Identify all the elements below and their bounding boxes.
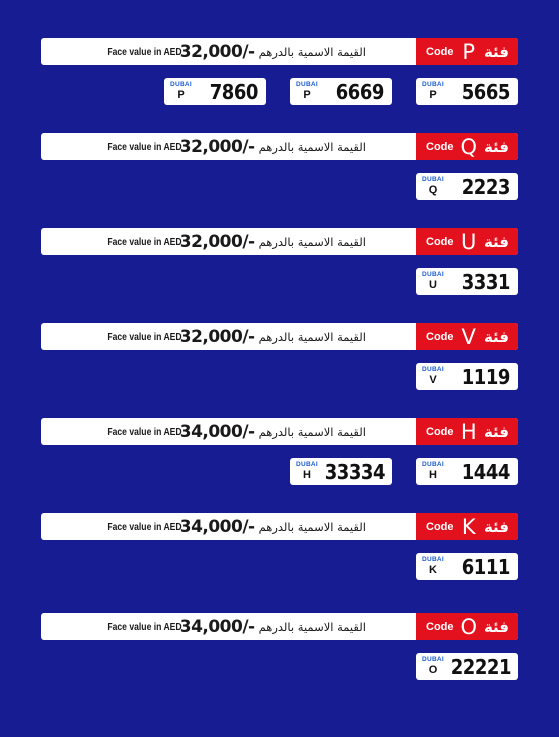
face-value-label-en: Face value in AED	[107, 330, 182, 343]
number-plate[interactable]	[164, 78, 266, 105]
plate-category-o	[41, 613, 518, 680]
plate-category-u	[41, 228, 518, 295]
plate-list	[41, 268, 518, 295]
number-plate[interactable]	[416, 458, 518, 485]
face-value-label-ar: القيمة الاسمية بالدرهم	[258, 519, 366, 534]
dubai-logo: DUBAI	[421, 81, 445, 89]
face-value	[41, 513, 416, 540]
face-value-label-ar: القيمة الاسمية بالدرهم	[258, 619, 366, 634]
code-label-en: Code	[426, 620, 454, 633]
plate-category-k	[41, 513, 518, 580]
plate-category-q	[41, 133, 518, 200]
dubai-logo: DUBAI	[421, 176, 445, 184]
category-header	[41, 228, 518, 255]
plate-letter: P	[429, 88, 437, 101]
code-label-ar: فئة	[483, 232, 509, 251]
plate-category-h	[41, 418, 518, 485]
plate-letter: H	[303, 468, 311, 481]
category-header	[41, 418, 518, 445]
code-badge	[416, 228, 518, 255]
face-value	[41, 228, 416, 255]
number-plate[interactable]	[416, 173, 518, 200]
code-label-en: Code	[426, 425, 454, 438]
dubai-logo: DUBAI	[169, 81, 193, 89]
face-value-label-ar: القيمة الاسمية بالدرهم	[258, 234, 366, 249]
code-badge	[416, 513, 518, 540]
number-plate[interactable]	[416, 653, 518, 680]
dubai-logo: DUBAI	[295, 461, 319, 469]
face-value-label-en: Face value in AED	[107, 45, 182, 58]
plate-letter: U	[429, 278, 437, 291]
code-label-en: Code	[426, 140, 454, 153]
face-value	[41, 133, 416, 160]
code-letter: P	[462, 39, 476, 64]
code-badge	[416, 133, 518, 160]
plate-letter: K	[429, 563, 437, 576]
face-value	[41, 38, 416, 65]
number-plate[interactable]	[416, 268, 518, 295]
dubai-logo: DUBAI	[421, 556, 445, 564]
code-label-en: Code	[426, 330, 454, 343]
plate-letter: O	[428, 663, 438, 676]
plate-number: 7860	[209, 79, 258, 104]
face-value-label-en: Face value in AED	[107, 235, 182, 248]
category-header	[41, 38, 518, 65]
face-value-label-ar: القيمة الاسمية بالدرهم	[258, 44, 366, 59]
code-label-ar: فئة	[483, 42, 509, 61]
plate-list	[41, 553, 518, 580]
face-value-label-ar: القيمة الاسمية بالدرهم	[258, 139, 366, 154]
dubai-logo: DUBAI	[421, 271, 445, 279]
face-value-amount: 32,000/-	[179, 231, 255, 252]
category-header	[41, 323, 518, 350]
code-label-en: Code	[426, 520, 454, 533]
dubai-logo: DUBAI	[295, 81, 319, 89]
plate-letter: P	[177, 88, 185, 101]
code-letter: U	[461, 229, 477, 254]
code-label-ar: فئة	[483, 617, 509, 636]
face-value	[41, 613, 416, 640]
dubai-logo: DUBAI	[421, 656, 445, 664]
code-badge	[416, 613, 518, 640]
code-label-en: Code	[426, 45, 454, 58]
code-letter: H	[460, 419, 477, 444]
code-label-ar: فئة	[483, 137, 509, 156]
face-value-amount: 32,000/-	[179, 41, 255, 62]
face-value	[41, 323, 416, 350]
face-value-label-ar: القيمة الاسمية بالدرهم	[258, 329, 366, 344]
plate-list	[41, 363, 518, 390]
category-header	[41, 133, 518, 160]
plate-number: 22221	[450, 654, 512, 679]
plate-number: 1444	[461, 459, 510, 484]
plate-number: 6111	[461, 554, 510, 579]
plate-letter: Q	[428, 183, 438, 196]
code-letter: V	[461, 324, 476, 349]
dubai-logo: DUBAI	[421, 366, 445, 374]
face-value-amount: 32,000/-	[179, 136, 255, 157]
face-value-amount: 32,000/-	[179, 326, 255, 347]
code-badge	[416, 38, 518, 65]
plate-category-v	[41, 323, 518, 390]
plate-list	[41, 78, 518, 105]
code-label-ar: فئة	[483, 422, 509, 441]
face-value-amount: 34,000/-	[179, 516, 255, 537]
face-value-amount: 34,000/-	[179, 421, 255, 442]
plate-number: 2223	[461, 174, 510, 199]
code-letter: Q	[460, 134, 477, 159]
code-letter: K	[461, 514, 476, 539]
plate-letter: P	[303, 88, 311, 101]
plate-number: 3331	[461, 269, 510, 294]
face-value-label-en: Face value in AED	[107, 520, 182, 533]
code-label-ar: فئة	[483, 517, 509, 536]
plate-letter: H	[429, 468, 437, 481]
face-value-label-en: Face value in AED	[107, 425, 182, 438]
dubai-logo: DUBAI	[421, 461, 445, 469]
face-value-label-en: Face value in AED	[107, 620, 182, 633]
plate-list	[41, 458, 518, 485]
plate-category-p	[41, 38, 518, 105]
category-header	[41, 613, 518, 640]
number-plate[interactable]	[416, 78, 518, 105]
face-value	[41, 418, 416, 445]
plate-number: 6669	[335, 79, 384, 104]
number-plate[interactable]	[416, 363, 518, 390]
code-badge	[416, 418, 518, 445]
plate-list	[41, 653, 518, 680]
plate-number: 33334	[324, 459, 386, 484]
number-plate[interactable]	[290, 78, 392, 105]
plate-number: 1119	[461, 364, 510, 389]
plate-list	[41, 173, 518, 200]
face-value-label-ar: القيمة الاسمية بالدرهم	[258, 424, 366, 439]
face-value-amount: 34,000/-	[179, 616, 255, 637]
code-badge	[416, 323, 518, 350]
code-letter: O	[460, 614, 477, 639]
code-label-ar: فئة	[483, 327, 509, 346]
face-value-label-en: Face value in AED	[107, 140, 182, 153]
category-header	[41, 513, 518, 540]
number-plate[interactable]	[290, 458, 392, 485]
number-plate[interactable]	[416, 553, 518, 580]
plate-letter: V	[429, 373, 437, 386]
code-label-en: Code	[426, 235, 454, 248]
plate-number: 5665	[461, 79, 510, 104]
